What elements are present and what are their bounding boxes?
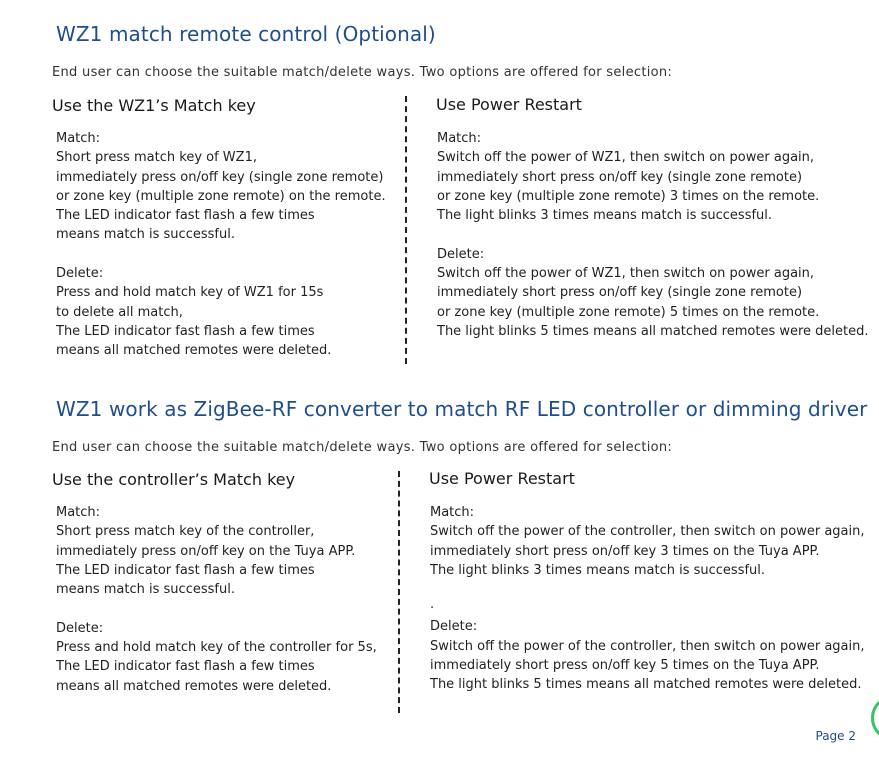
delete-label: Delete: (56, 266, 104, 282)
delete-label: Delete: (430, 619, 478, 635)
text-line: immediately short press on/off key 5 times on the Tuya APP. (430, 658, 820, 674)
section2-left-body (56, 503, 377, 696)
text-line: The LED indicator fast flash a few times (56, 208, 315, 224)
text-line: Switch off the power of the controller, then switch on power again, (430, 638, 865, 654)
text-line: Press and hold match key of WZ1 for 15s (56, 285, 324, 301)
text-line: Switch off the power of WZ1, then switch on power again, (437, 266, 815, 282)
text-line: immediately press on/off key on the Tuya APP. (56, 543, 356, 559)
text-line: The light blinks 3 times means match is successful. (437, 208, 773, 224)
text-line: immediately short press on/off key 3 times on the Tuya APP. (430, 543, 820, 559)
text-line: The LED indicator fast flash a few times (56, 562, 315, 578)
stray-mark: . (430, 597, 435, 613)
text-line: The light blinks 3 times means match is successful. (430, 562, 766, 578)
text-line: or zone key (multiple zone remote) 3 times on the remote. (437, 188, 820, 204)
text-line: immediately short press on/off key (single zone remote) (437, 285, 803, 301)
text-line: The light blinks 5 times means all matched remotes were deleted. (437, 323, 869, 339)
section1-left-body (56, 129, 386, 361)
section1-intro: End user can choose the suitable match/delete ways. Two options are offered for selection: (52, 65, 673, 80)
text-line: The LED indicator fast flash a few times (56, 323, 315, 339)
text-line: Short press match key of the controller, (56, 524, 315, 540)
text-line: or zone key (multiple zone remote) 5 times on the remote. (437, 304, 820, 320)
page-number: Page 2 (815, 729, 856, 743)
text-line: The LED indicator fast flash a few times (56, 659, 315, 675)
text-line: The light blinks 5 times means all matched remotes were deleted. (430, 677, 862, 693)
match-label: Match: (430, 505, 475, 520)
text-line: Switch off the power of the controller, then switch on power again, (430, 524, 865, 540)
section1-title: WZ1 match remote control (Optional) (56, 22, 436, 46)
section1-right-body (437, 129, 869, 341)
text-line: means all matched remotes were deleted. (56, 678, 332, 694)
text-line: means match is successful. (56, 227, 235, 243)
match-label: Match: (56, 131, 101, 146)
text-line: immediately short press on/off key (single zone remote) (437, 169, 803, 185)
section2-title: WZ1 work as ZigBee-RF converter to match RF LED controller or dimming driver (56, 397, 868, 421)
section2-intro: End user can choose the suitable match/delete ways. Two options are offered for selection: (52, 440, 673, 455)
delete-label: Delete: (56, 620, 104, 636)
delete-label: Delete: (437, 246, 485, 262)
corner-badge (871, 695, 879, 741)
text-line: to delete all match, (56, 304, 183, 320)
text-line: immediately press on/off key (single zone remote) (56, 169, 384, 185)
match-label: Match: (437, 131, 482, 146)
text-line: Press and hold match key of the controller for 5s, (56, 640, 377, 656)
text-line: means all matched remotes were deleted. (56, 343, 332, 359)
section1-left-heading: Use the WZ1’s Match key (52, 96, 256, 115)
column-divider (398, 471, 400, 713)
text-line: Short press match key of WZ1, (56, 150, 257, 166)
column-divider (405, 96, 407, 364)
text-line: means match is successful. (56, 582, 235, 598)
match-label: Match: (56, 505, 101, 520)
text-line: or zone key (multiple zone remote) on the remote. (56, 188, 386, 204)
section2-right-body (430, 503, 865, 695)
section2-left-heading: Use the controller’s Match key (52, 470, 296, 489)
section1-right-heading: Use Power Restart (436, 95, 582, 114)
text-line: Switch off the power of WZ1, then switch on power again, (437, 150, 815, 166)
section2-right-heading: Use Power Restart (429, 469, 575, 488)
